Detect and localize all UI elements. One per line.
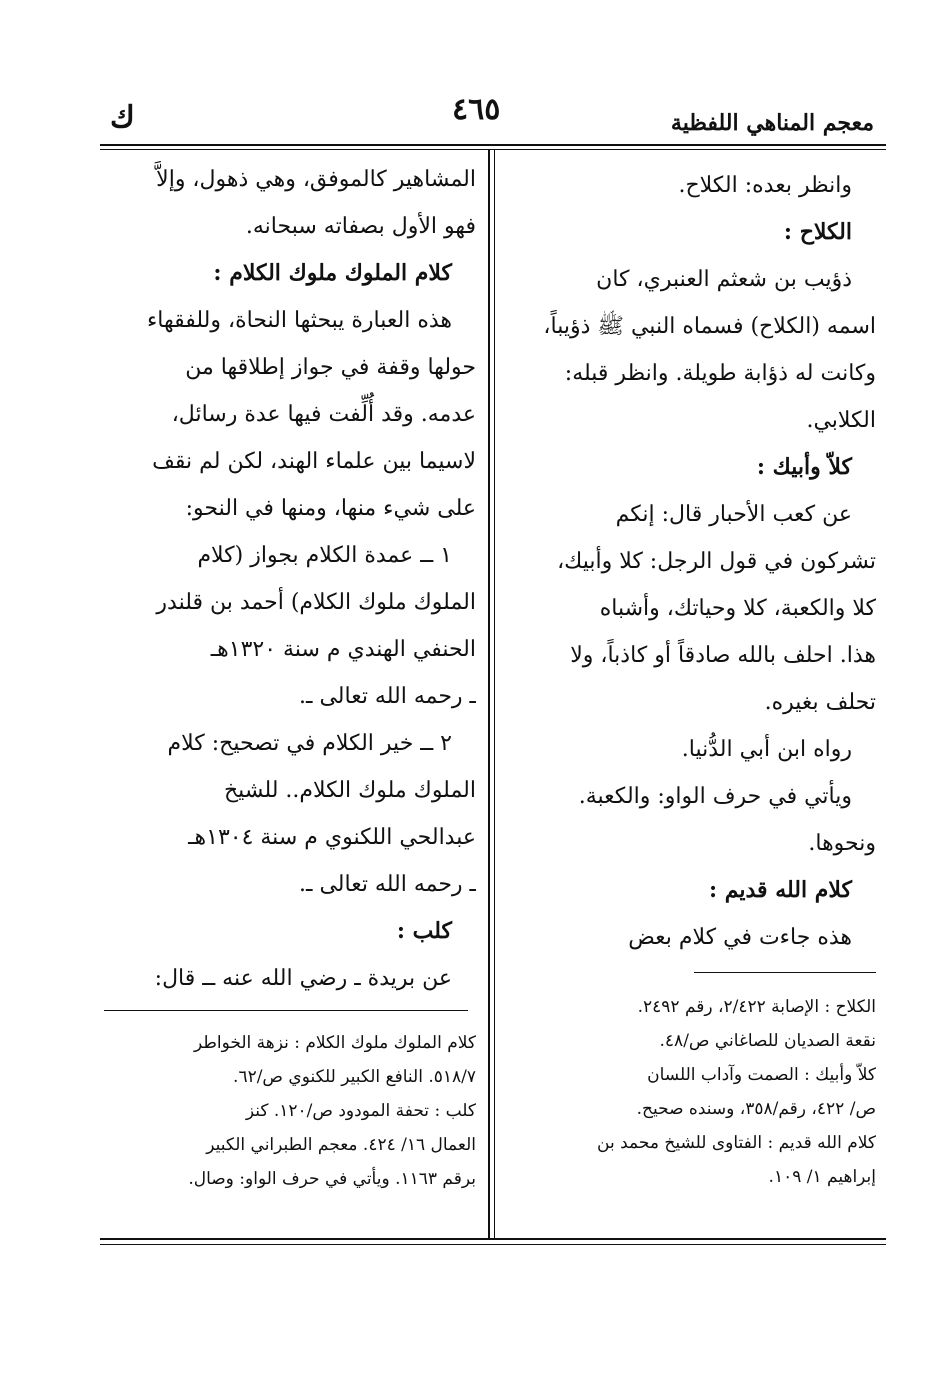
left-column <box>104 156 476 1002</box>
right-column <box>510 162 876 961</box>
footnote-line: الكلاح : الإصابة ٢/٤٢٢، رقم ٢٤٩٢. <box>637 997 876 1017</box>
text-line: الملوك ملوك الكلام.. للشيخ <box>223 778 476 803</box>
column-divider-thin <box>494 150 495 1238</box>
footnote-line: ٥١٨/٧. النافع الكبير للكنوي ص/٦٢. <box>233 1067 476 1087</box>
footnote-separator <box>694 972 876 973</box>
text-line: عدمه. وقد أُلِّفت فيها عدة رسائل، <box>171 402 476 427</box>
footnote-line: كلاّ وأبيك : الصمت وآداب اللسان <box>647 1065 876 1085</box>
text-line: المشاهير كالموفق، وهي ذهول، وإلاَّ <box>156 167 476 192</box>
text-line: وانظر بعده: الكلاح. <box>678 173 852 198</box>
text-line: تشركون في قول الرجل: كلا وأبيك، <box>557 549 876 574</box>
footer-rule <box>100 1238 886 1240</box>
text-line: وكانت له ذؤابة طويلة. وانظر قبله: <box>564 361 876 386</box>
text-line: الملوك ملوك الكلام) أحمد بن قلندر <box>156 590 476 615</box>
footnote-line: إبراهيم ١/ ١٠٩. <box>768 1167 876 1187</box>
entry-heading: الكلاح : <box>783 219 852 245</box>
entry-heading: كلام الله قديم : <box>708 877 852 903</box>
text-line: اسمه (الكلاح) فسماه النبي ﷺ ذؤيباً، <box>543 314 876 339</box>
text-line: عبدالحي اللكنوي م سنة ١٣٠٤هـ <box>188 825 476 850</box>
left-footnotes <box>104 1026 476 1196</box>
text-line: تحلف بغيره. <box>764 690 876 715</box>
entry-heading: كلاّ وأبيك : <box>756 454 852 480</box>
footnote-line: العمال ١٦/ ٤٢٤. معجم الطبراني الكبير <box>206 1135 476 1155</box>
footer-rule-thin <box>100 1244 886 1245</box>
text-line: عن كعب الأحبار قال: إنكم <box>615 502 852 527</box>
text-line: لاسيما بين علماء الهند، لكن لم نقف <box>152 449 476 474</box>
text-line: الحنفي الهندي م سنة ١٣٢٠هـ <box>210 637 476 662</box>
text-line: حولها وقفة في جواز إطلاقها من <box>185 355 476 380</box>
entry-heading: كلب : <box>396 918 452 944</box>
column-divider <box>488 150 490 1238</box>
header-rule <box>100 144 886 146</box>
footnote-line: ص/ ٤٢٢، رقم/٣٥٨، وسنده صحيح. <box>636 1099 876 1119</box>
text-line: هذه جاءت في كلام بعض <box>628 925 852 950</box>
entry-heading: كلام الملوك ملوك الكلام : <box>213 260 452 286</box>
section-letter: ك <box>110 100 135 135</box>
footnote-separator <box>104 1010 468 1011</box>
text-line: هذه العبارة يبحثها النحاة، وللفقهاء <box>146 308 452 333</box>
text-line: ـ رحمه الله تعالى ـ. <box>299 684 476 709</box>
text-line: على شيء منها، ومنها في النحو: <box>185 496 476 521</box>
text-line: ويأتي في حرف الواو: والكعبة. <box>578 784 852 809</box>
text-line: الكلابي. <box>806 408 876 433</box>
footnote-line: نقعة الصديان للصاغاني ص/٤٨. <box>659 1031 876 1051</box>
text-line: كلا والكعبة، كلا وحياتك، وأشباه <box>599 596 876 621</box>
footnote-line: كلام الله قديم : الفتاوى للشيخ محمد بن <box>597 1133 876 1153</box>
text-line: عن بريدة ـ رضي الله عنه ــ قال: <box>154 966 452 991</box>
text-line: فهو الأول بصفاته سبحانه. <box>245 214 476 239</box>
footnote-line: كلب : تحفة المودود ص/١٢٠. كنز <box>245 1101 476 1121</box>
header-rule-thin <box>100 149 886 150</box>
text-line: ٢ ــ خير الكلام في تصحيح: كلام <box>167 731 452 756</box>
text-line: ذؤيب بن شعثم العنبري، كان <box>596 267 852 292</box>
text-line: ١ ــ عمدة الكلام بجواز (كلام <box>197 543 452 568</box>
running-title: معجم المناهي اللفظية <box>670 110 874 136</box>
text-line: ـ رحمه الله تعالى ـ. <box>299 872 476 897</box>
text-line: رواه ابن أبي الدُّنيا. <box>681 737 852 762</box>
footnote-line: كلام الملوك ملوك الكلام : نزهة الخواطر <box>193 1033 476 1053</box>
text-line: هذا. احلف بالله صادقاً أو كاذباً، ولا <box>570 643 876 668</box>
right-footnotes <box>510 990 876 1194</box>
page-number: ٤٦٥ <box>452 92 501 127</box>
text-line: ونحوها. <box>808 831 876 856</box>
footnote-line: برقم ١١٦٣. ويأتي في حرف الواو: وصال. <box>188 1169 476 1189</box>
